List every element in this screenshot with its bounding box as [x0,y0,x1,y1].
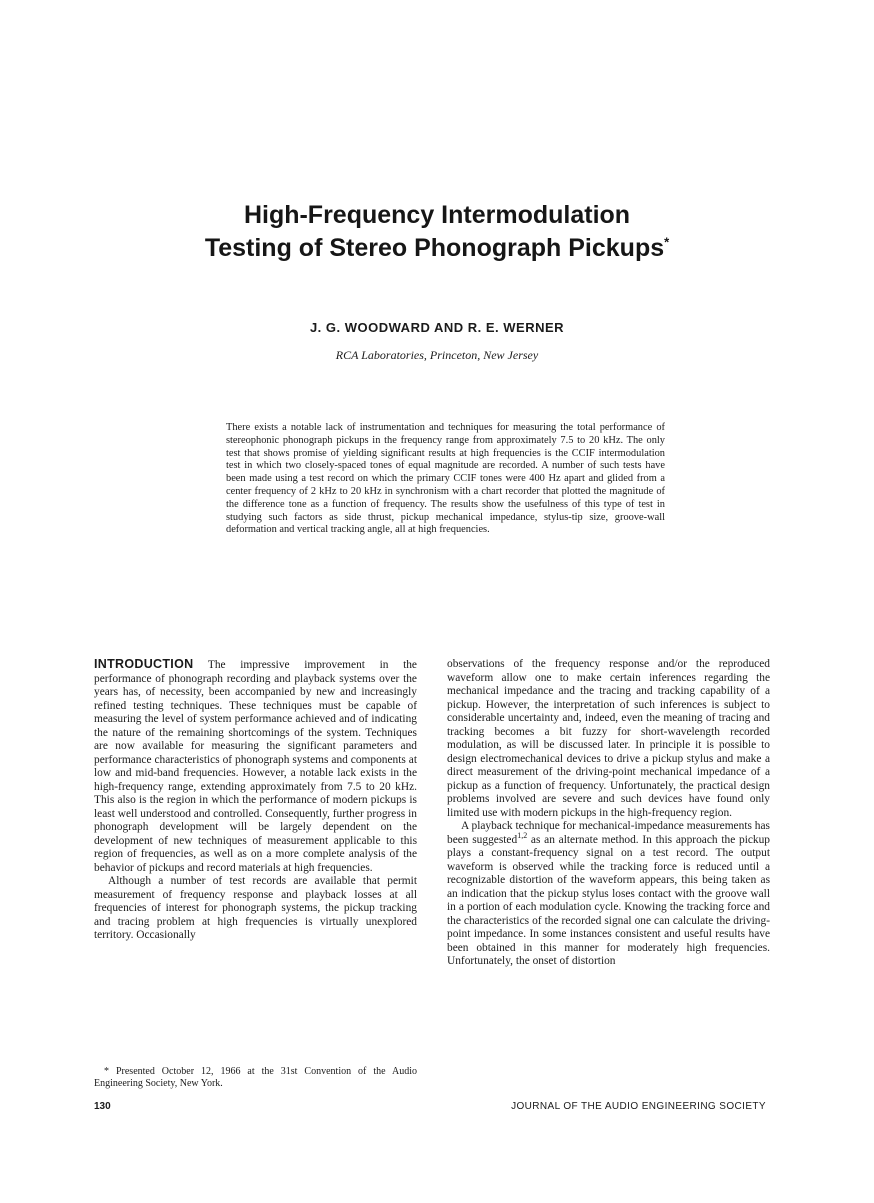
intro-paragraph-1-text: The impressive improvement in the performance of phonograph recording and playback systems over the years has, of necessity, been accompanied by new and increasingly refined testing techniques. These techniques must be capable of measuring the level of system performance achieved and of indicating the nature of the remaining shortcomings of the system. Techniques are now available for measuring the significant parameters and performance characteristics of phonograph systems and components at low and mid-band frequencies. However, a notable lack exists in the high-frequency range, extending approximately from 7.5 to 20 kHz. This also is the region in which the performance of modern pickups is least well understood and controlled. Consequently, further progress in phonograph development will be largely dependent on the development of new techniques of measurement applicable to this region of frequencies, as well as on a more complete analysis of the behavior of pickups and record materials at high frequencies. [94,659,417,874]
section-heading-introduction: INTRODUCTION [94,657,194,671]
journal-name: JOURNAL OF THE AUDIO ENGINEERING SOCIETY [511,1101,766,1112]
abstract: There exists a notable lack of instrumentation and techniques for measuring the total performance of stereophonic phonograph pickups in the frequency range from approximately 7.5 to 20 kHz. The only test that shows promise of yielding significant results at high frequencies is the CCIF intermodulation test in which two closely-spaced tones of equal magnitude are recorded. A number of such tests have been made using a test record on which the primary CCIF tones were 400 Hz apart and glided from a center frequency of 2 kHz to 20 kHz in synchronism with a chart recorder that plotted the magnitude of the difference tone as a function of frequency. The results show the usefulness of this type of test in studying such factors as side thrust, pickup mechanical impedance, stylus-tip size, groove-wall deformation and vertical tracking angle, all at high frequencies. [226,422,665,536]
footnote [94,1066,417,1090]
title-footnote-mark: * [664,234,670,250]
title-line-1: High-Frequency Intermodulation [243,201,631,229]
right-paragraph-1: observations of the frequency response and/or the reproduced waveform allow one to make certain inferences regarding the mechanical impedance and the tracing and tracking capability of a pickup. However, the interpretation of such inferences is subject to considerable uncertainty and, indeed, even the meaning of tracing and tracking becomes a bit fuzzy for short-wavelength recorded modulation, as will be discussed later. In principle it is possible to design electromechanical devices to drive a pickup stylus and make a direct measurement of the driving-point mechanical impedance of a pickup as a function of frequency. Unfortunately, the practical design problems involved are severe and such devices have found only limited use with modern pickups in the high-frequency region. [447,658,770,819]
title-line-2 [0,232,874,265]
right-paragraph-2-part-b: as an alternate method. In this approach the pickup plays a constant-frequency signal on a test record. The output waveform is observed while the tracking force is reduced until a recognizable distortion of the waveform appears, this being taken as an indication that the pickup stylus loses contact with the groove wall in a portion of each modulation cycle. Knowing the tracking force and the characteristics of the recorded signal one can calculate the driving-point impedance. In some instances consistent and useful results have been obtained in this manner for moderately high frequencies. Unfortunately, the onset of distortion [447,833,770,967]
intro-paragraph-1 [94,658,417,875]
right-paragraph-2 [447,820,770,969]
intro-paragraph-2: Although a number of test records are available that permit measurement of frequency response and playback losses at all frequencies of interest for phonograph systems, the pickup tracking and tracing problem at high frequencies is virtually unexplored territory. Occasionally [94,875,417,941]
footnote-text: * Presented October 12, 1966 at the 31st Convention of the Audio Engineering Society, New York. [94,1066,417,1089]
left-column [94,658,417,943]
right-paragraph-2-part-a: A playback technique for mechanical-impedance measurements has been suggested [447,820,770,846]
paper-title [0,199,874,265]
reference-superscript: 1,2 [517,830,528,840]
page-number: 130 [94,1101,111,1112]
title-line-2-text: Testing of Stereo Phonograph Pickups [204,234,665,262]
authors: J. G. WOODWARD AND R. E. WERNER [309,320,565,335]
right-column [447,658,770,969]
affiliation: RCA Laboratories, Princeton, New Jersey [335,348,539,362]
